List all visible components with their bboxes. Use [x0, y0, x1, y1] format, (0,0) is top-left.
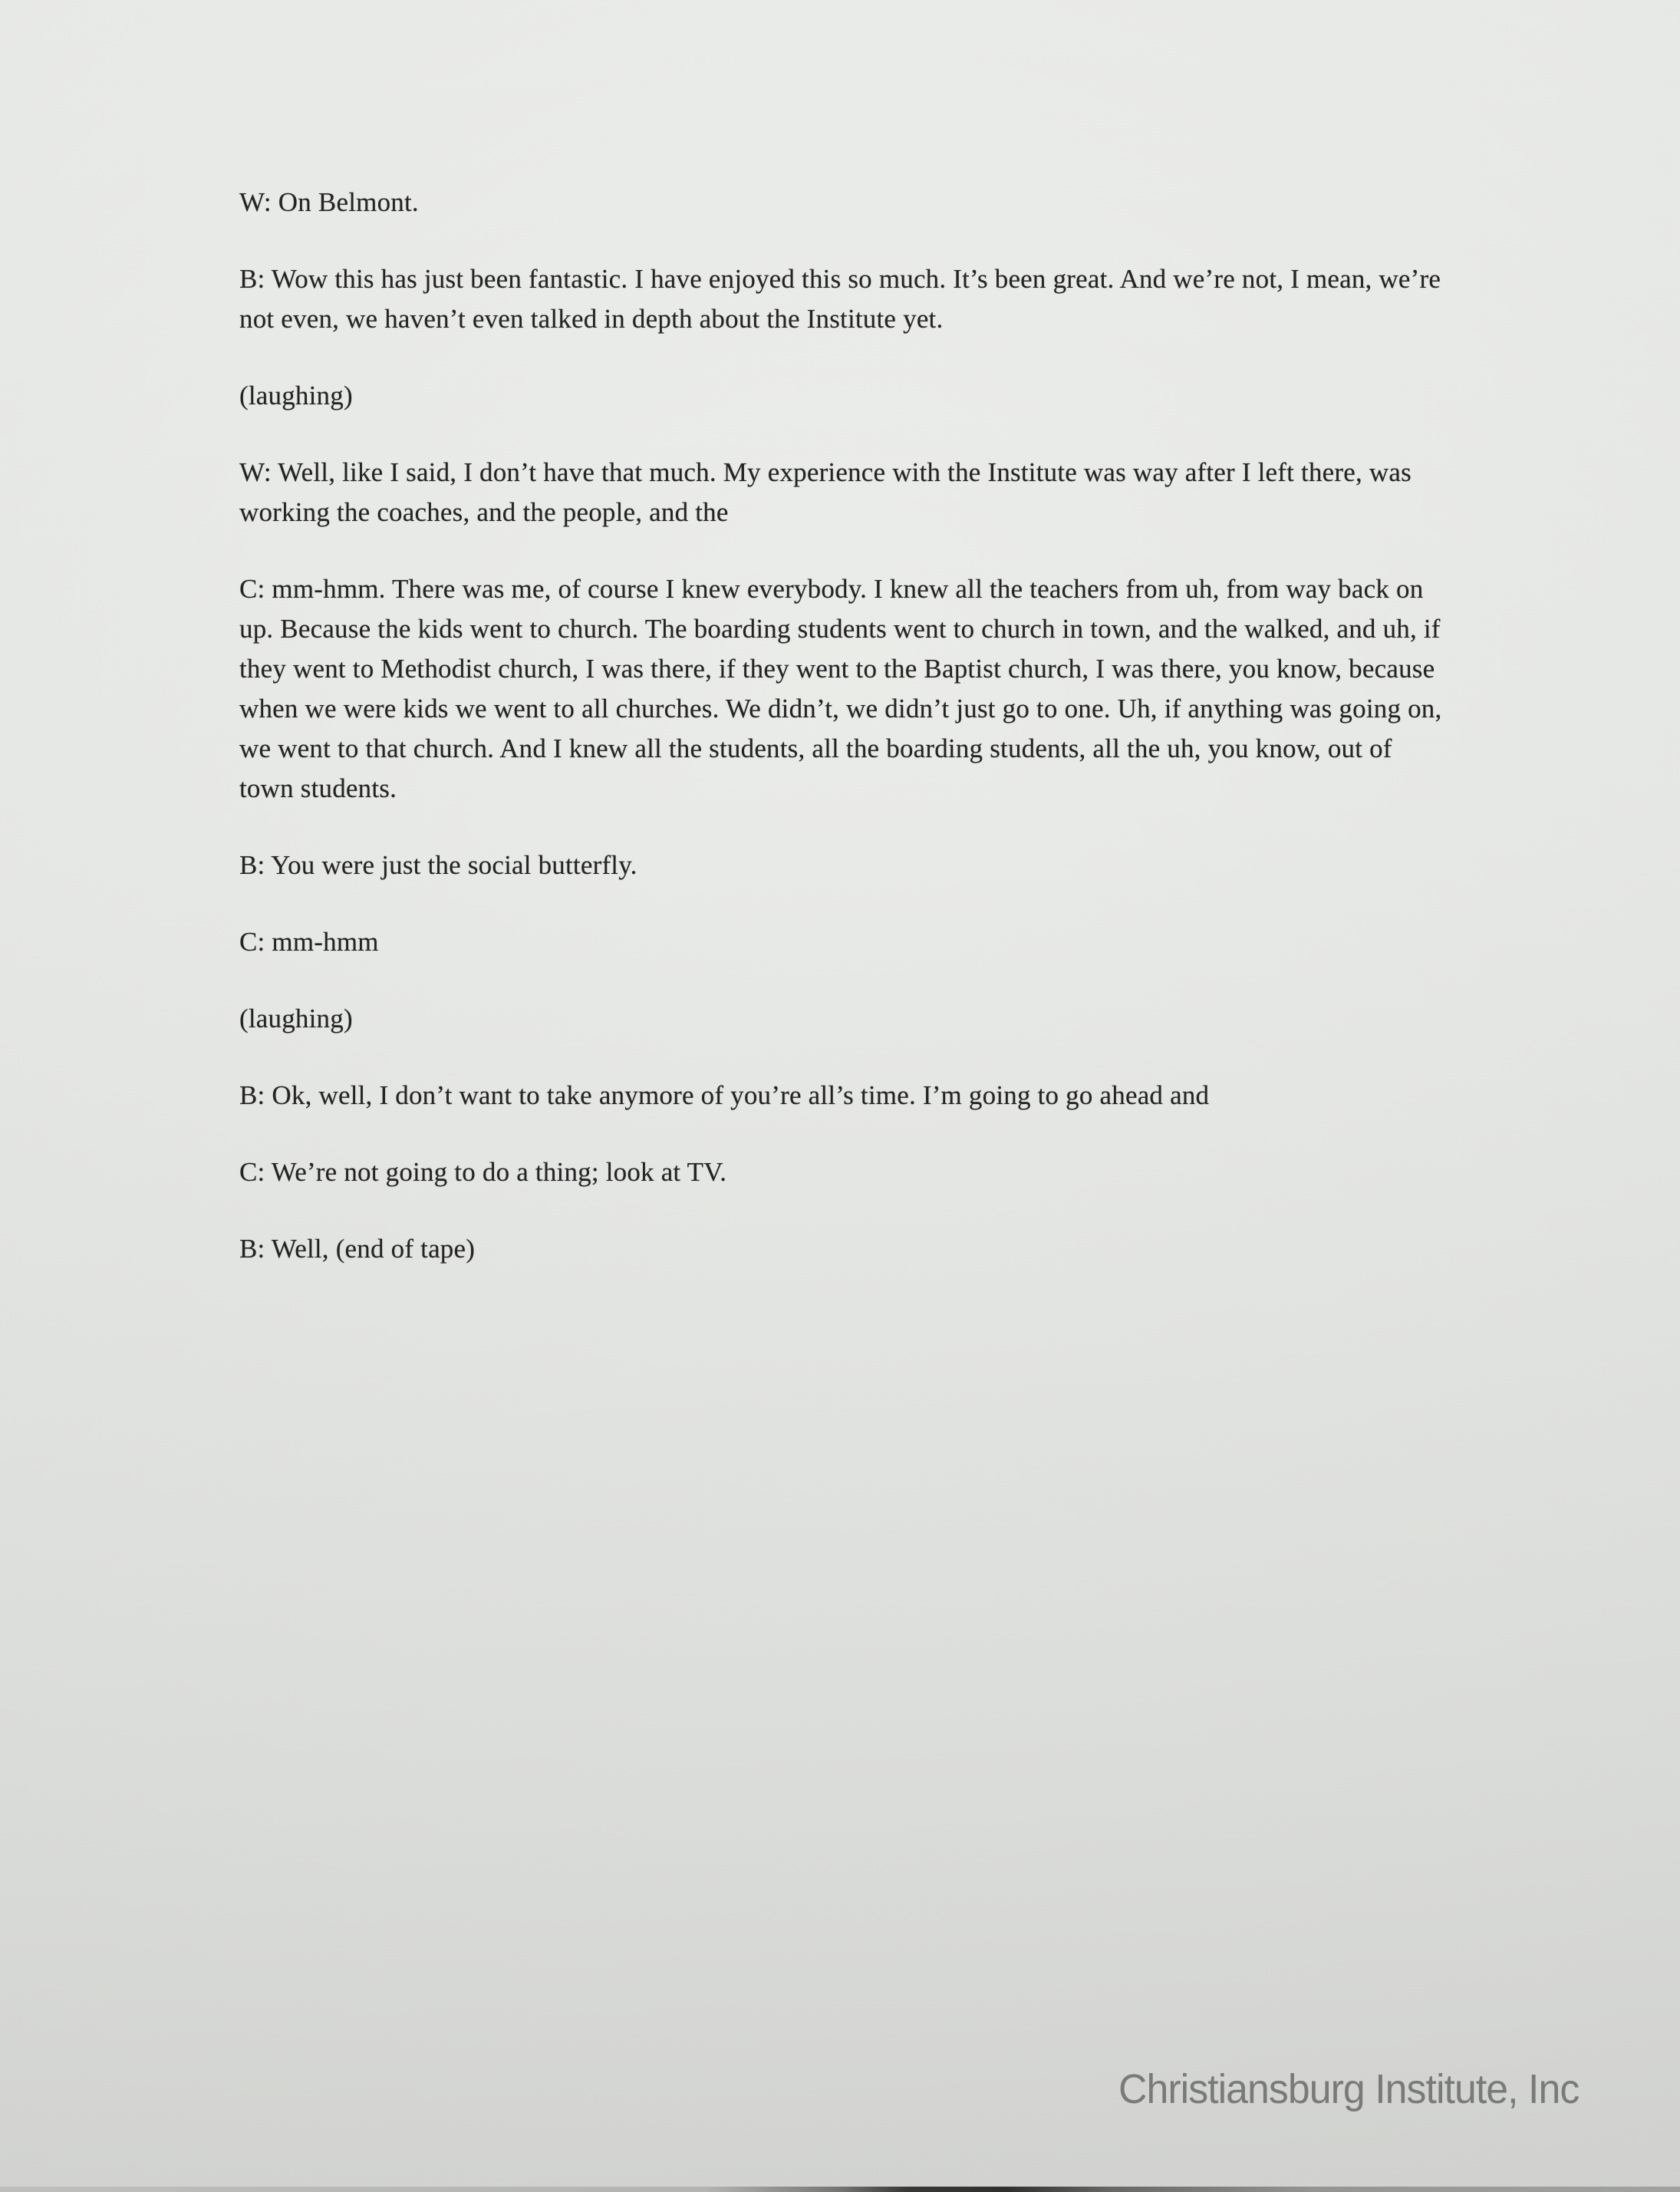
transcript-paragraph: (laughing) — [239, 381, 353, 410]
transcript-paragraph: (laughing) — [239, 1004, 353, 1033]
transcript-body — [239, 183, 1442, 1306]
transcript-paragraph: B: Wow this has just been fantastic. I have enjoyed this so much. It’s been great. And we’re not, I mean, we’re not even, we haven’t even talked in depth about the Institute yet. — [239, 264, 1441, 334]
transcript-paragraph: C: mm-hmm. There was me, of course I knew everybody. I knew all the teachers from uh, from way back on up. Because the kids went to church. The boarding students went to church in town, and the walked, and uh, if they went to Methodist church, I was there, if they went to the Baptist church, I was there, you know, because when we were kids we went to all churches. We didn’t, we didn’t just go to one. Uh, if anything was going on, we went to that church. And I knew all the students, all the boarding students, all the uh, you know, out of town students. — [239, 574, 1442, 803]
transcript-paragraph: W: Well, like I said, I don’t have that much. My experience with the Institute was way after I left there, was working the coaches, and the people, and the — [239, 457, 1412, 527]
transcript-paragraph: B: You were just the social butterfly. — [239, 850, 637, 880]
scan-bottom-edge-artifact — [0, 2187, 1680, 2192]
transcript-paragraph: W: On Belmont. — [239, 187, 419, 217]
transcript-paragraph: B: Ok, well, I don’t want to take anymore of you’re all’s time. I’m going to go ahead and — [239, 1080, 1210, 1110]
transcript-paragraph: B: Well, (end of tape) — [239, 1234, 476, 1264]
transcript-paragraph: C: mm-hmm — [239, 927, 379, 957]
transcript-paragraph: C: We’re not going to do a thing; look at TV. — [239, 1157, 727, 1187]
watermark: Christiansburg Institute, Inc — [1118, 2066, 1580, 2112]
